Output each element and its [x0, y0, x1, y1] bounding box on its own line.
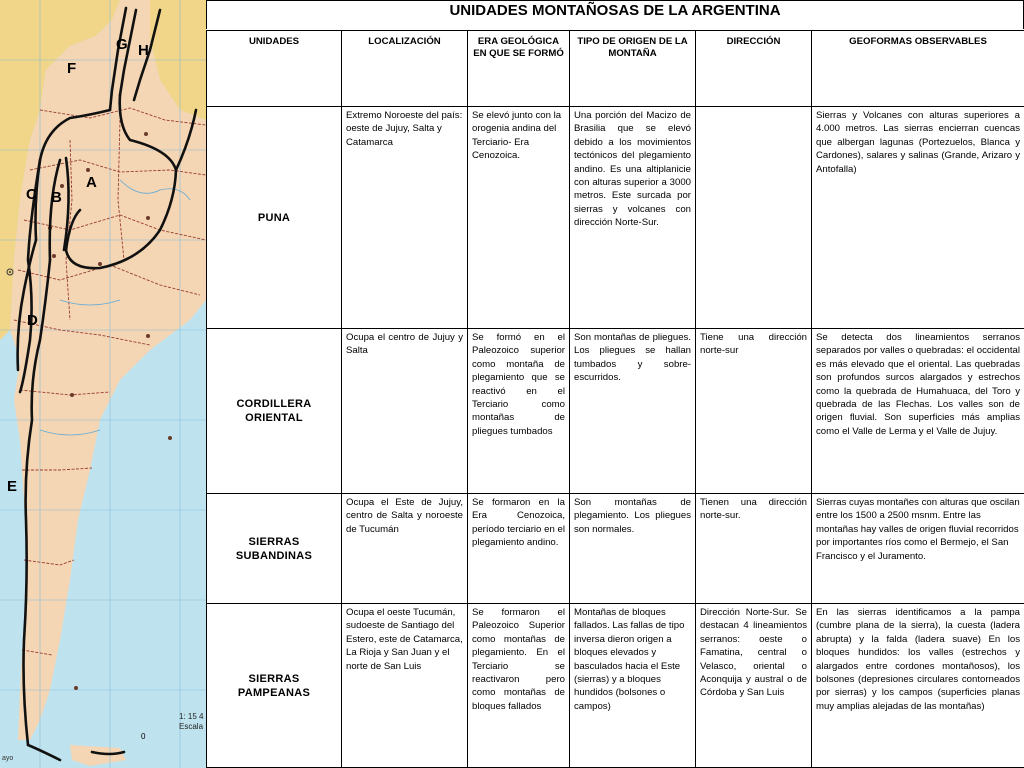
row-origen: Montañas de bloques fallados. Las fallas de tipo inversa dieron origen a bloques elevados y basculados hacia el Este (sierras) y a bloques hundidos (bolsones o campos)	[570, 604, 696, 768]
map-scale	[179, 712, 203, 732]
row-unit: CORDILLERA ORIENTAL	[207, 329, 342, 494]
row-origen: Son montañas de pliegues. Los pliegues se hallan tumbados y sobre-escurridos.	[570, 329, 696, 494]
row-era: Se formó en el Paleozoico superior como montaña de plegamiento que se reactivó en el Terciario como montañas de pliegues tumbados	[468, 329, 570, 494]
map-corner-text: ayo	[2, 755, 14, 762]
map-graphic	[0, 0, 206, 768]
row-geoformas: En las sierras identificamos a la pampa (cumbre plana de la sierra), la cuesta (ladera abrupta) y la falda (ladera suave) En los bloques hundidos: los valles (estrechos y alargados entre cordones montañosos), los bolsones (depresiones circulares contorneados por sierras) y los campos (superficies planas muy amplias alejadas de las montañas)	[812, 604, 1024, 768]
row-geoformas: Se detecta dos lineamientos serranos separados por valles o quebradas: el occidental es más elevado que el oriental. Las quebradas son profundos surcos alargados y estrechos como la quebrada de Humahuaca, del Toro y quebrada de las Flechas. Los valles son de origen fluvial. Son superficies más amplias como el Valle de Lerma y el Valle de Jujuy.	[812, 329, 1024, 494]
row-localizacion: Extremo Noroeste del país: oeste de Jujuy, Salta y Catamarca	[342, 107, 468, 329]
table-title: UNIDADES MONTAÑOSAS DE LA ARGENTINA	[206, 0, 1024, 29]
header-direccion: DIRECCIÓN	[696, 31, 812, 107]
row-unit: PUNA	[207, 107, 342, 329]
row-era: Se elevó junto con la orogenia andina del Terciario- Era Cenozoica.	[468, 107, 570, 329]
zone-label-a: A	[86, 174, 97, 191]
row-localizacion: Ocupa el oeste Tucumán, sudoeste de Santiago del Estero, este de Catamarca, La Rioja y San Juan y el norte de San Luis	[342, 604, 468, 768]
map-scale-zero: 0	[141, 732, 146, 741]
zone-label-h: H	[138, 42, 149, 59]
header-era: ERA GEOLÓGICA EN QUE SE FORMÓ	[468, 31, 570, 107]
table-row	[207, 107, 1024, 329]
row-localizacion: Ocupa el Este de Jujuy, centro de Salta y noroeste de Tucumán	[342, 494, 468, 604]
zone-label-f: F	[67, 60, 77, 77]
zone-label-b: B	[51, 189, 62, 206]
row-unit: SIERRAS PAMPEANAS	[207, 604, 342, 768]
table-header-row	[207, 31, 1024, 107]
zone-label-e: E	[7, 478, 18, 495]
row-geoformas: Sierras cuyas montañes con alturas que oscilan entre los 1500 a 2500 msnm. Entre las montañas hay valles de origen fluvial recorridos por importantes ríos como el Bermejo, el San Francisco y el Juramento.	[812, 494, 1024, 604]
zone-label-g: G	[116, 36, 128, 53]
header-origen: TIPO DE ORIGEN DE LA MONTAÑA	[570, 31, 696, 107]
table-row	[207, 604, 1024, 768]
row-origen: Son montañas de plegamiento. Los pliegues son normales.	[570, 494, 696, 604]
zone-label-d: D	[27, 312, 38, 329]
row-era: Se formaron el Paleozoico Superior como montañas de plegamiento. En el Terciario se reactivaron pero como montañas de bloques fallados	[468, 604, 570, 768]
row-geoformas: Sierras y Volcanes con alturas superiores a 4.000 metros. Las sierras encierran cuencas que albergan lagunas (Portezuelos, Blanca y Cardones), salares y salinas (Grande, Arizaro y Antofalla)	[812, 107, 1024, 329]
zone-label-c: C	[26, 186, 37, 203]
row-origen: Una porción del Macizo de Brasilia que se elevó debido a los movimientos tectónicos del plegamiento andino. Es una altiplanicie con alturas superior a 3000 metros. Este surcada por sierras y volcanes con dirección Norte-Sur.	[570, 107, 696, 329]
row-direccion: Tiene una dirección norte-sur	[696, 329, 812, 494]
row-direccion: Tienen una dirección norte-sur.	[696, 494, 812, 604]
mountain-units-table	[206, 30, 1024, 768]
header-localizacion: LOCALIZACIÓN	[342, 31, 468, 107]
table-row	[207, 329, 1024, 494]
map-scale-word: Escala	[179, 722, 204, 731]
row-unit: SIERRAS SUBANDINAS	[207, 494, 342, 604]
header-geoformas: GEOFORMAS OBSERVABLES	[812, 31, 1024, 107]
row-direccion	[696, 107, 812, 329]
map-scale-ratio: 1: 15 4	[179, 712, 204, 721]
header-unidades: UNIDADES	[207, 31, 342, 107]
row-direccion: Dirección Norte-Sur. Se destacan 4 lineamientos serranos: oeste o Famatina, central o Velasco, oriental o Aconquija y austral o de Córdoba y San Luis	[696, 604, 812, 768]
mountain-units-sheet	[206, 0, 1024, 768]
table-row	[207, 494, 1024, 604]
argentina-map	[0, 0, 206, 768]
row-era: Se formaron en la Era Cenozoica, período terciario en el plegamiento andino.	[468, 494, 570, 604]
row-localizacion: Ocupa el centro de Jujuy y Salta	[342, 329, 468, 494]
